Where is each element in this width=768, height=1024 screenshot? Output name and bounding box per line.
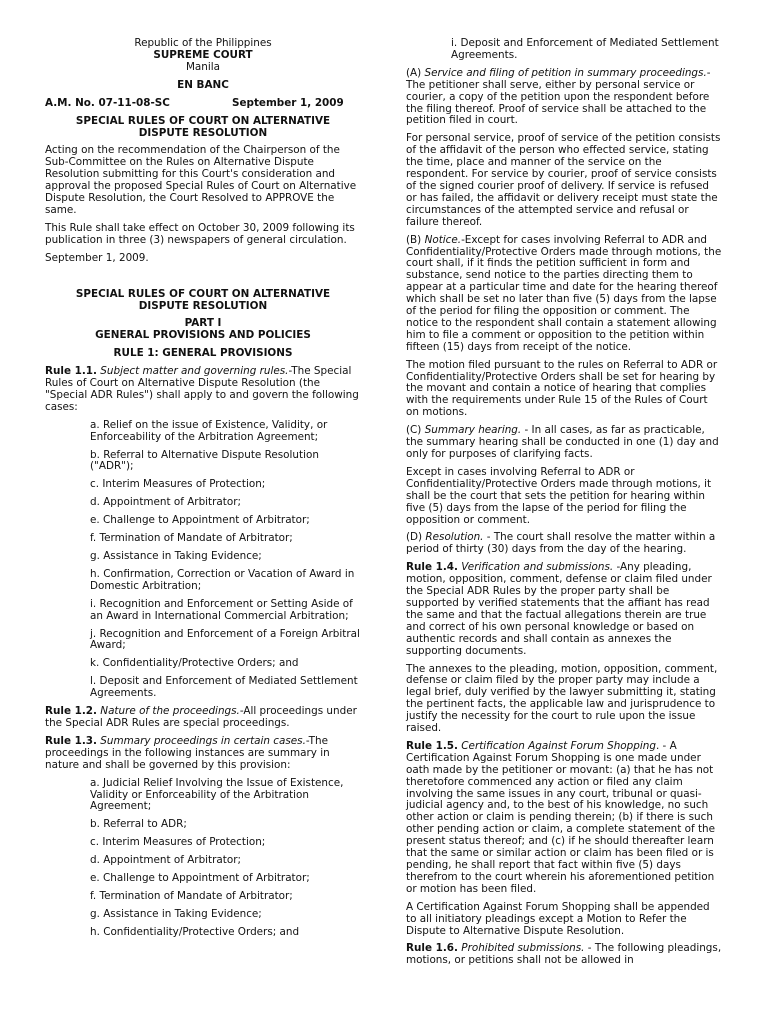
list-item: f. Termination of Mandate of Arbitrator;: [90, 889, 293, 902]
rule-title: Prohibited submissions.: [461, 942, 585, 955]
court-name: SUPREME COURT: [153, 48, 253, 61]
rule-1-6: [406, 943, 722, 967]
list-item: e. Challenge to Appointment of Arbitrator;: [90, 514, 310, 527]
signature-date: September 1, 2009.: [45, 251, 149, 264]
rule-label: Rule 1.4.: [406, 561, 458, 574]
section-title: Notice.: [424, 233, 462, 246]
section-c: [406, 425, 722, 461]
list-item: d. Appointment of Arbitrator;: [90, 496, 241, 509]
section-text: -The petitioner shall serve, either by personal service or courier, a copy of the petition upon the respondent before the filing thereof. Proof of service shall be attached to the petition filed in court.: [406, 66, 711, 127]
right-column: [406, 0, 722, 973]
list-item: b. Referral to ADR;: [90, 818, 187, 831]
rules-title: SPECIAL RULES OF COURT ON ALTERNATIVE DISPUTE RESOLUTION: [75, 287, 331, 312]
list-item: i. Deposit and Enforcement of Mediated Settlement Agreements.: [451, 37, 719, 61]
rule-title: Summary proceedings in certain cases.: [100, 734, 306, 747]
rule-label: Rule 1.6.: [406, 942, 458, 955]
list-item: e. Challenge to Appointment of Arbitrator;: [90, 872, 310, 885]
annexes-paragraph: The annexes to the pleading, motion, opposition, comment, defense or claim filed by the proper party may include a legal brief, duly verified by the lawyer submitting it, stating the pertinent facts, the applicable law and jurisprudence to justify the necessity for the court to rule upon the issue raised.: [406, 662, 718, 735]
list-item: l. Deposit and Enforcement of Mediated Settlement Agreements.: [90, 675, 358, 700]
rule-text: -The proceedings in the following instances are summary in nature and shall be governed by this provision:: [45, 734, 330, 771]
rule-heading: RULE 1: GENERAL PROVISIONS: [113, 347, 293, 360]
rule-label: Rule 1.3.: [45, 734, 97, 747]
case-date: September 1, 2009: [232, 96, 344, 109]
section-text: - In all cases, as far as practicable, the summary hearing shall be conducted in one (1) day and only for purposes of clarifying facts.: [406, 424, 719, 460]
list-item: c. Interim Measures of Protection;: [90, 478, 266, 491]
list-item: a. Relief on the issue of Existence, Validity, or Enforceability of the Arbitration Agreement;: [90, 418, 328, 443]
left-column: [45, 0, 361, 945]
section-label: (A): [406, 66, 422, 79]
section-label: (C): [406, 424, 422, 437]
rule-1-1: [45, 366, 361, 414]
section-text: -Except for cases involving Referral to ADR and Confidentiality/Protective Orders made through motions, the court shall, if it finds the petition sufficient in form and substance, send notice to the parties directing them to appear at a particular time and date for the hearing thereof which shall be set no later than five (5) days from the lapse of the period for filing the opposition or comment. The notice to the respondent shall contain a statement allowing him to file a comment or opposition to the petition within fifteen (15) days from receipt of the notice.: [406, 233, 722, 353]
rule-title: Verification and submissions.: [461, 561, 614, 574]
section-d: [406, 532, 722, 556]
page-title: SPECIAL RULES OF COURT ON ALTERNATIVE DISPUTE RESOLUTION: [75, 114, 331, 139]
am-number: A.M. No. 07-11-08-SC: [45, 96, 170, 109]
rule-title: Subject matter and governing rules.: [100, 365, 289, 378]
rule-label: Rule 1.1.: [45, 365, 97, 378]
rule-1-3: [45, 736, 361, 772]
rule-text: . - A Certification Against Forum Shopping is one made under oath made by the petitioner or movant: (a) that he has not theretofore commenced any action or filed any claim involving the same issues in any court, tribunal or quasi-judicial agency and, to the best of his knowledge, no such other action or claim is pending therein; (b) if there is such other pending action or claim, a complete statement of the present status thereof; and (c) if he should thereafter learn that the same or similar action or claim has been filed or is pending, he shall report that fact within five (5) days therefrom to the court wherein his aforementioned petition or motion has been filed.: [406, 739, 715, 895]
case-line: [45, 98, 361, 110]
except-paragraph: Except in cases involving Referral to ADR or Confidentiality/Protective Orders made through motions, it shall be the court that sets the petition for hearing within five (5) days from the lapse of the period for filing the opposition or comment.: [406, 465, 712, 526]
list-item: a. Judicial Relief Involving the Issue of Existence, Validity or Enforceability of the Arbitration Agreement;: [90, 776, 344, 813]
part-label: PART I: [184, 317, 222, 330]
list-item: h. Confirmation, Correction or Vacation of Award in Domestic Arbitration;: [90, 567, 355, 592]
list-item: i. Recognition and Enforcement or Setting Aside of an Award in International Commercial Arbitration;: [90, 597, 353, 622]
rule-text: -Any pleading, motion, opposition, comment, defense or claim filed under the Special ADR Rules by the proper party shall be supported by verified statements that the affiant has read the same and that the factual allegations therein are true and correct of his own personal knowledge or based on authentic records and shall contain as annexes the supporting documents.: [406, 561, 712, 657]
rule-text: -All proceedings under the Special ADR Rules are special proceedings.: [45, 705, 357, 729]
section-title: Resolution.: [425, 531, 484, 544]
section-title: Summary hearing.: [424, 424, 522, 437]
rule-1-2: [45, 706, 361, 730]
list-item: d. Appointment of Arbitrator;: [90, 854, 241, 867]
list-item: g. Assistance in Taking Evidence;: [90, 550, 262, 562]
list-item: g. Assistance in Taking Evidence;: [90, 907, 262, 920]
certification-paragraph: A Certification Against Forum Shopping shall be appended to all initiatory pleadings except a Motion to Refer the Dispute to Alternative Dispute Resolution.: [406, 900, 710, 937]
en-banc: EN BANC: [177, 78, 229, 91]
rule-title: Certification Against Forum Shopping: [461, 739, 656, 752]
section-b: [406, 235, 722, 354]
section-label: (D): [406, 531, 423, 544]
personal-service-paragraph: For personal service, proof of service of the petition consists of the affidavit of the person who effected service, stating the time, place and manner of the service on the respondent. For service by courier, proof of service consists of the signed courier proof of delivery. If service is refused or has failed, the affidavit or delivery receipt must state the circumstances of the attempted service and refusal or failure thereof.: [406, 132, 721, 228]
section-text: - The court shall resolve the matter within a period of thirty (30) days from the day of the hearing.: [406, 531, 716, 556]
rule-label: Rule 1.5.: [406, 739, 458, 752]
city: Manila: [185, 60, 221, 73]
rule-text: -The Special Rules of Court on Alternative Dispute Resolution (the "Special ADR Rules") shall apply to and govern the following cases:: [45, 365, 359, 413]
section-title: Service and filing of petition in summary proceedings.: [424, 66, 707, 79]
motion-paragraph: The motion filed pursuant to the rules on Referral to ADR or Confidentiality/Protective Orders shall be set for hearing by the movant and contain a notice of hearing that complies with the requirements under Rule 15 of the Rules of Court on motions.: [406, 358, 718, 419]
list-item: h. Confidentiality/Protective Orders; and: [90, 925, 300, 938]
list-item: j. Recognition and Enforcement of a Foreign Arbitral Award;: [90, 627, 360, 652]
rule-title: Nature of the proceedings.: [100, 705, 240, 718]
list-item: k. Confidentiality/Protective Orders; and: [90, 657, 299, 670]
rule-label: Rule 1.2.: [45, 705, 97, 718]
rule-text: - The following pleadings, motions, or petitions shall not be allowed in: [406, 942, 722, 967]
rule-1-5: [406, 741, 722, 896]
part-name: GENERAL PROVISIONS AND POLICIES: [95, 329, 311, 342]
effectivity-paragraph: This Rule shall take effect on October 30, 2009 following its publication in three (3) newspapers of general circulation.: [45, 221, 355, 246]
list-item: c. Interim Measures of Protection;: [90, 836, 266, 849]
list-item: f. Termination of Mandate of Arbitrator;: [90, 532, 293, 545]
section-a: [406, 68, 722, 128]
rule-1-4: [406, 562, 722, 657]
section-label: (B): [406, 233, 422, 246]
list-item: b. Referral to Alternative Dispute Resolution ("ADR");: [90, 448, 319, 473]
resolution-paragraph: Acting on the recommendation of the Chairperson of the Sub-Committee on the Rules on Alternative Dispute Resolution submitting for this Court's consideration and approval the proposed Special Rules of Court on Alternative Dispute Resolution, the Court Resolved to APPROVE the same.: [45, 144, 357, 216]
republic-line: Republic of the Philippines: [134, 37, 272, 49]
